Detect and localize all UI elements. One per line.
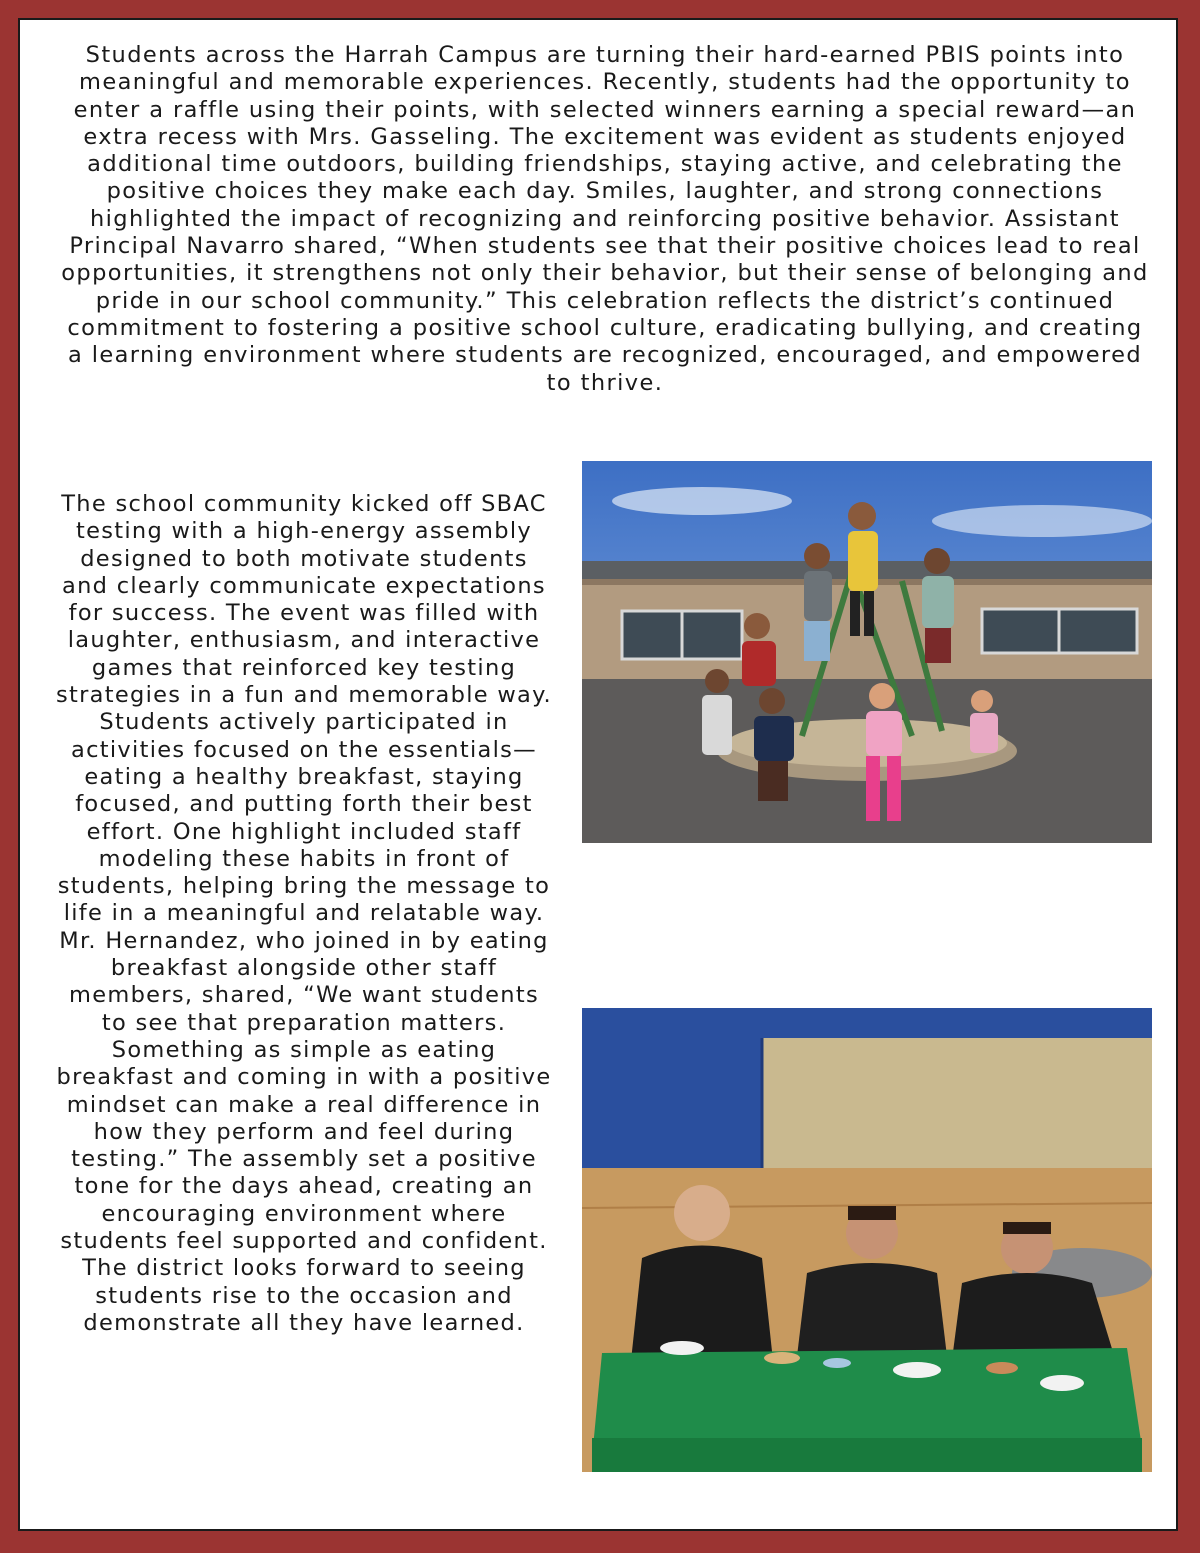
staff-breakfast-photo — [582, 1008, 1152, 1472]
sbac-article-paragraph: The school community kicked off SBAC testing with a high-energy assembly designed to both motivate students and clearly communicate expectations for success. The event was filled with laughter, enthusiasm, and interactive games that reinforced key testing strategies in a fun and memorable way. Students actively participated in activities focused on the essentials—eating a healthy breakfast, staying focused, and putting forth their best effort. One highlight included staff modeling these habits in front of students, helping bring the message to life in a meaningful and relatable way. Mr. Hernandez, who joined in by eating breakfast alongside other staff members, shared, “We want students to see that preparation matters. Something as simple as eating breakfast and coming in with a positive mindset can make a real difference in how they perform and feel during testing.” The assembly set a positive tone for the days ahead, creating an encouraging environment where students feel supported and confident. The district looks forward to seeing students rise to the occasion and demonstrate all they have learned. — [55, 491, 553, 1336]
newsletter-page — [18, 18, 1178, 1531]
pbis-article-paragraph: Students across the Harrah Campus are turning their hard-earned PBIS points into meaningful and memorable experiences. Recently, students had the opportunity to enter a raffle using their points, with selected winners earning a special reward—an extra recess with Mrs. Gasseling. The excitement was evident as students enjoyed additional time outdoors, building friendships, staying active, and celebrating the positive choices they make each day. Smiles, laughter, and strong connections highlighted the impact of recognizing and reinforcing positive behavior. Assistant Principal Navarro shared, “When students see that their positive choices lead to real opportunities, it strengthens not only their behavior, but their sense of belonging and pride in our school community.” This celebration reflects the district’s continued commitment to fostering a positive school culture, eradicating bullying, and creating a learning environment where students are recognized, encouraged, and empowered to thrive. — [61, 42, 1149, 396]
playground-students-photo — [582, 461, 1152, 843]
